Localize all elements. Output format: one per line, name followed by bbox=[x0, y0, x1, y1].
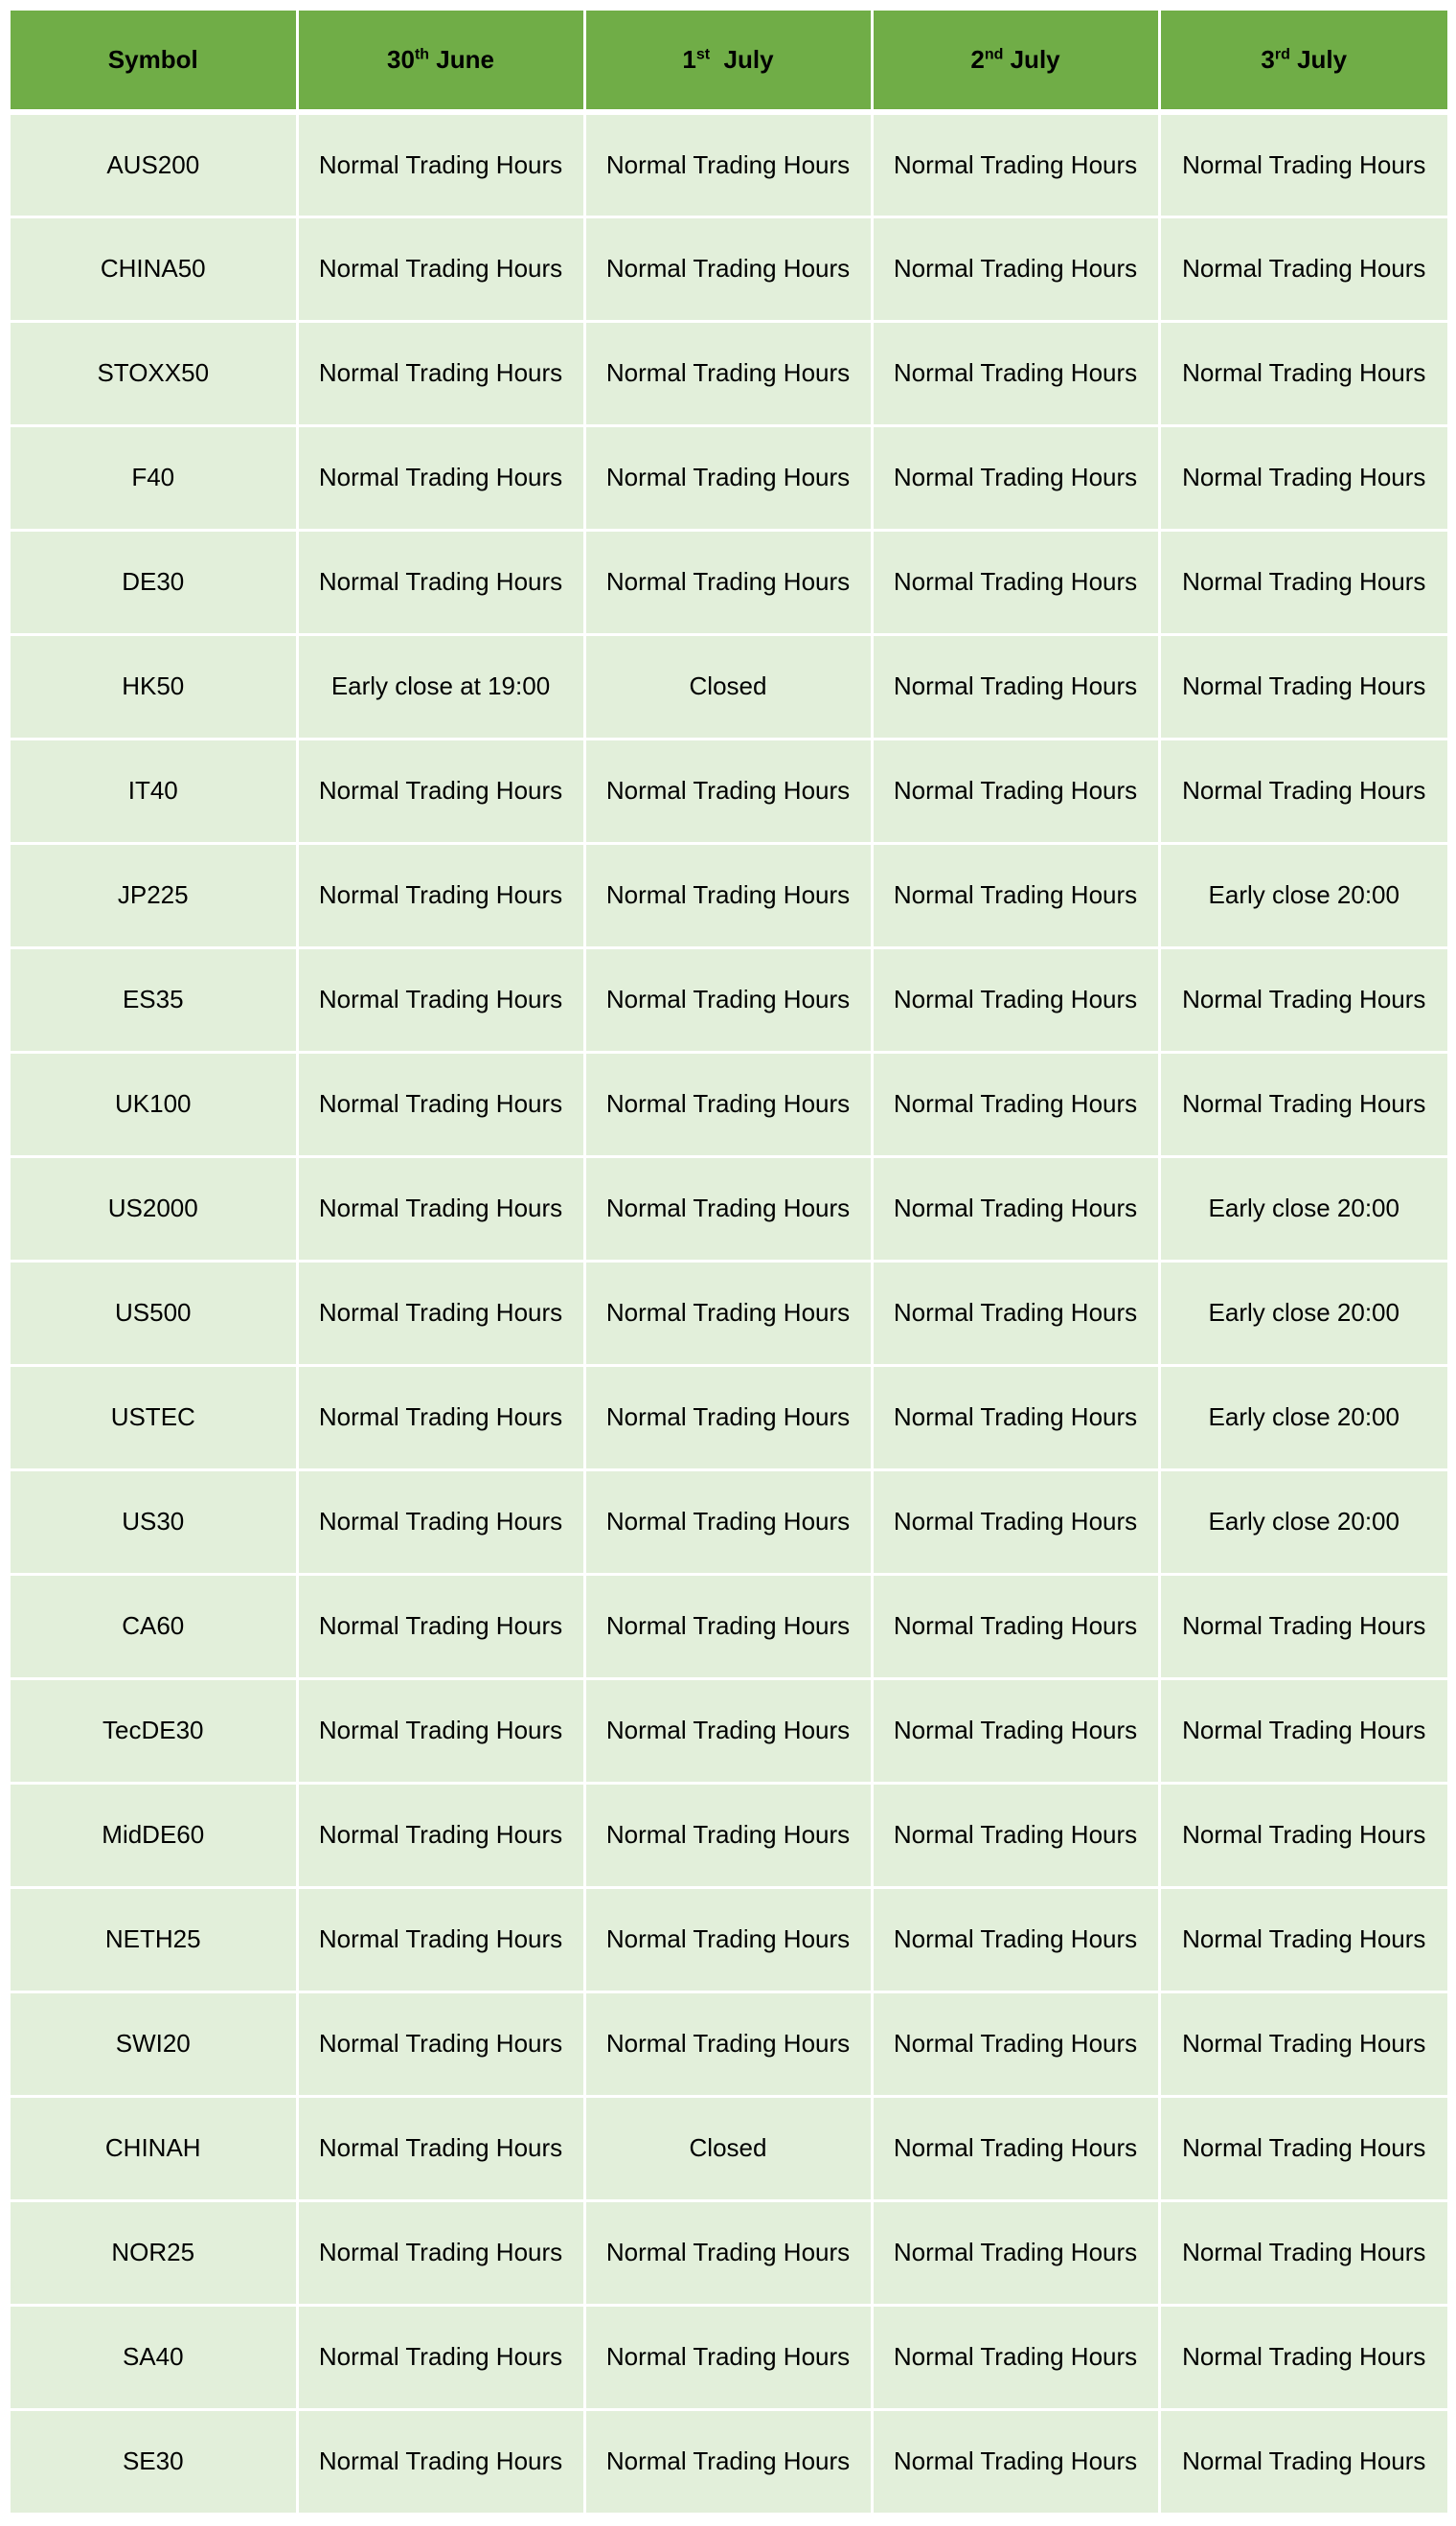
symbol-cell: USTEC bbox=[11, 1365, 297, 1469]
july-1-cell: Normal Trading Hours bbox=[584, 843, 872, 947]
june-30-cell: Normal Trading Hours bbox=[297, 321, 584, 425]
header-1-july-suffix: st bbox=[695, 46, 711, 63]
table-row bbox=[11, 1574, 1447, 1678]
july-3-cell: Normal Trading Hours bbox=[1159, 530, 1447, 634]
july-2-cell: Normal Trading Hours bbox=[872, 1365, 1159, 1469]
header-3-july bbox=[1159, 11, 1447, 112]
june-30-cell: Normal Trading Hours bbox=[297, 112, 584, 216]
symbol-cell: AUS200 bbox=[11, 112, 297, 216]
june-30-cell: Normal Trading Hours bbox=[297, 216, 584, 321]
july-2-cell: Normal Trading Hours bbox=[872, 947, 1159, 1052]
july-3-cell: Normal Trading Hours bbox=[1159, 112, 1447, 216]
trading-hours-table bbox=[11, 11, 1447, 2515]
july-3-cell: Normal Trading Hours bbox=[1159, 1574, 1447, 1678]
symbol-cell: IT40 bbox=[11, 739, 297, 843]
july-3-cell: Early close 20:00 bbox=[1159, 1469, 1447, 1574]
symbol-cell: MidDE60 bbox=[11, 1783, 297, 1887]
july-1-cell: Normal Trading Hours bbox=[584, 112, 872, 216]
june-30-cell: Normal Trading Hours bbox=[297, 1887, 584, 1991]
june-30-cell: Normal Trading Hours bbox=[297, 2096, 584, 2200]
table-row bbox=[11, 947, 1447, 1052]
july-2-cell: Normal Trading Hours bbox=[872, 1783, 1159, 1887]
july-3-cell: Normal Trading Hours bbox=[1159, 425, 1447, 530]
july-2-cell: Normal Trading Hours bbox=[872, 843, 1159, 947]
table-row bbox=[11, 530, 1447, 634]
july-2-cell: Normal Trading Hours bbox=[872, 1678, 1159, 1783]
july-2-cell: Normal Trading Hours bbox=[872, 216, 1159, 321]
july-2-cell: Normal Trading Hours bbox=[872, 1469, 1159, 1574]
table-row bbox=[11, 1365, 1447, 1469]
july-2-cell: Normal Trading Hours bbox=[872, 2305, 1159, 2409]
table-row bbox=[11, 634, 1447, 739]
july-3-cell: Early close 20:00 bbox=[1159, 1365, 1447, 1469]
july-3-cell: Normal Trading Hours bbox=[1159, 947, 1447, 1052]
july-3-cell: Early close 20:00 bbox=[1159, 1156, 1447, 1261]
june-30-cell: Normal Trading Hours bbox=[297, 1991, 584, 2096]
header-2-july bbox=[872, 11, 1159, 112]
july-1-cell: Closed bbox=[584, 634, 872, 739]
july-1-cell: Normal Trading Hours bbox=[584, 2409, 872, 2514]
july-1-cell: Normal Trading Hours bbox=[584, 1678, 872, 1783]
table-row bbox=[11, 425, 1447, 530]
june-30-cell: Normal Trading Hours bbox=[297, 2305, 584, 2409]
table-row bbox=[11, 112, 1447, 216]
july-3-cell: Normal Trading Hours bbox=[1159, 1052, 1447, 1156]
table-row bbox=[11, 1678, 1447, 1783]
july-1-cell: Normal Trading Hours bbox=[584, 1887, 872, 1991]
july-2-cell: Normal Trading Hours bbox=[872, 2409, 1159, 2514]
july-2-cell: Normal Trading Hours bbox=[872, 425, 1159, 530]
table-row bbox=[11, 1261, 1447, 1365]
june-30-cell: Normal Trading Hours bbox=[297, 1261, 584, 1365]
symbol-cell: SE30 bbox=[11, 2409, 297, 2514]
table-header bbox=[11, 11, 1447, 112]
june-30-cell: Normal Trading Hours bbox=[297, 1678, 584, 1783]
july-1-cell: Normal Trading Hours bbox=[584, 1261, 872, 1365]
june-30-cell: Normal Trading Hours bbox=[297, 2200, 584, 2305]
july-2-cell: Normal Trading Hours bbox=[872, 2200, 1159, 2305]
july-2-cell: Normal Trading Hours bbox=[872, 1991, 1159, 2096]
june-30-cell: Normal Trading Hours bbox=[297, 1574, 584, 1678]
july-2-cell: Normal Trading Hours bbox=[872, 1574, 1159, 1678]
july-1-cell: Normal Trading Hours bbox=[584, 2200, 872, 2305]
july-1-cell: Normal Trading Hours bbox=[584, 216, 872, 321]
july-1-cell: Normal Trading Hours bbox=[584, 1991, 872, 2096]
july-3-cell: Early close 20:00 bbox=[1159, 1261, 1447, 1365]
table-row bbox=[11, 1156, 1447, 1261]
july-1-cell: Normal Trading Hours bbox=[584, 1365, 872, 1469]
july-3-cell: Normal Trading Hours bbox=[1159, 2409, 1447, 2514]
july-2-cell: Normal Trading Hours bbox=[872, 2096, 1159, 2200]
header-2-july-month: July bbox=[1003, 45, 1060, 74]
july-3-cell: Normal Trading Hours bbox=[1159, 2096, 1447, 2200]
july-1-cell: Normal Trading Hours bbox=[584, 1783, 872, 1887]
symbol-cell: F40 bbox=[11, 425, 297, 530]
table-row bbox=[11, 1469, 1447, 1574]
july-2-cell: Normal Trading Hours bbox=[872, 1052, 1159, 1156]
july-2-cell: Normal Trading Hours bbox=[872, 1156, 1159, 1261]
july-2-cell: Normal Trading Hours bbox=[872, 1261, 1159, 1365]
symbol-cell: SWI20 bbox=[11, 1991, 297, 2096]
symbol-cell: US2000 bbox=[11, 1156, 297, 1261]
july-3-cell: Normal Trading Hours bbox=[1159, 634, 1447, 739]
june-30-cell: Normal Trading Hours bbox=[297, 2409, 584, 2514]
header-1-july bbox=[584, 11, 872, 112]
june-30-cell: Normal Trading Hours bbox=[297, 1052, 584, 1156]
july-1-cell: Normal Trading Hours bbox=[584, 1156, 872, 1261]
july-1-cell: Normal Trading Hours bbox=[584, 2305, 872, 2409]
header-3-july-suffix: rd bbox=[1274, 46, 1290, 63]
header-30-june-day: 30 bbox=[387, 45, 415, 74]
symbol-cell: STOXX50 bbox=[11, 321, 297, 425]
header-1-july-day: 1 bbox=[682, 45, 696, 74]
symbol-cell: NETH25 bbox=[11, 1887, 297, 1991]
july-3-cell: Normal Trading Hours bbox=[1159, 739, 1447, 843]
symbol-cell: UK100 bbox=[11, 1052, 297, 1156]
symbol-cell: CA60 bbox=[11, 1574, 297, 1678]
table-row bbox=[11, 2200, 1447, 2305]
header-1-july-month: July bbox=[710, 45, 774, 74]
july-3-cell: Normal Trading Hours bbox=[1159, 2305, 1447, 2409]
july-2-cell: Normal Trading Hours bbox=[872, 634, 1159, 739]
header-symbol bbox=[11, 11, 297, 112]
july-3-cell: Normal Trading Hours bbox=[1159, 1678, 1447, 1783]
table-row bbox=[11, 843, 1447, 947]
table-body bbox=[11, 112, 1447, 2514]
symbol-cell: US30 bbox=[11, 1469, 297, 1574]
table-row bbox=[11, 216, 1447, 321]
june-30-cell: Normal Trading Hours bbox=[297, 1469, 584, 1574]
july-1-cell: Normal Trading Hours bbox=[584, 1469, 872, 1574]
july-2-cell: Normal Trading Hours bbox=[872, 530, 1159, 634]
symbol-cell: DE30 bbox=[11, 530, 297, 634]
july-3-cell: Normal Trading Hours bbox=[1159, 1991, 1447, 2096]
table-row bbox=[11, 1052, 1447, 1156]
symbol-cell: HK50 bbox=[11, 634, 297, 739]
header-30-june-month: June bbox=[429, 45, 494, 74]
july-1-cell: Normal Trading Hours bbox=[584, 425, 872, 530]
june-30-cell: Normal Trading Hours bbox=[297, 843, 584, 947]
symbol-cell: CHINA50 bbox=[11, 216, 297, 321]
table-row bbox=[11, 321, 1447, 425]
symbol-cell: NOR25 bbox=[11, 2200, 297, 2305]
table-row bbox=[11, 1887, 1447, 1991]
july-2-cell: Normal Trading Hours bbox=[872, 112, 1159, 216]
symbol-cell: JP225 bbox=[11, 843, 297, 947]
table-row bbox=[11, 1783, 1447, 1887]
header-30-june-suffix: th bbox=[414, 46, 430, 63]
june-30-cell: Normal Trading Hours bbox=[297, 530, 584, 634]
july-1-cell: Normal Trading Hours bbox=[584, 947, 872, 1052]
header-3-july-day: 3 bbox=[1261, 45, 1275, 74]
july-1-cell: Normal Trading Hours bbox=[584, 739, 872, 843]
symbol-cell: CHINAH bbox=[11, 2096, 297, 2200]
june-30-cell: Early close at 19:00 bbox=[297, 634, 584, 739]
july-3-cell: Normal Trading Hours bbox=[1159, 321, 1447, 425]
june-30-cell: Normal Trading Hours bbox=[297, 1783, 584, 1887]
june-30-cell: Normal Trading Hours bbox=[297, 739, 584, 843]
table-row bbox=[11, 2409, 1447, 2514]
july-2-cell: Normal Trading Hours bbox=[872, 739, 1159, 843]
header-row bbox=[11, 11, 1447, 112]
july-3-cell: Normal Trading Hours bbox=[1159, 216, 1447, 321]
table-row bbox=[11, 1991, 1447, 2096]
table-row bbox=[11, 739, 1447, 843]
symbol-cell: TecDE30 bbox=[11, 1678, 297, 1783]
june-30-cell: Normal Trading Hours bbox=[297, 1365, 584, 1469]
header-3-july-month: July bbox=[1289, 45, 1348, 74]
july-3-cell: Normal Trading Hours bbox=[1159, 1783, 1447, 1887]
july-3-cell: Early close 20:00 bbox=[1159, 843, 1447, 947]
july-1-cell: Normal Trading Hours bbox=[584, 530, 872, 634]
symbol-cell: ES35 bbox=[11, 947, 297, 1052]
july-1-cell: Closed bbox=[584, 2096, 872, 2200]
symbol-cell: US500 bbox=[11, 1261, 297, 1365]
header-2-july-suffix: nd bbox=[984, 46, 1004, 63]
header-symbol-text: Symbol bbox=[107, 45, 198, 74]
table-row bbox=[11, 2305, 1447, 2409]
july-1-cell: Normal Trading Hours bbox=[584, 1574, 872, 1678]
july-2-cell: Normal Trading Hours bbox=[872, 321, 1159, 425]
june-30-cell: Normal Trading Hours bbox=[297, 425, 584, 530]
symbol-cell: SA40 bbox=[11, 2305, 297, 2409]
june-30-cell: Normal Trading Hours bbox=[297, 1156, 584, 1261]
july-3-cell: Normal Trading Hours bbox=[1159, 2200, 1447, 2305]
header-30-june bbox=[297, 11, 584, 112]
july-3-cell: Normal Trading Hours bbox=[1159, 1887, 1447, 1991]
june-30-cell: Normal Trading Hours bbox=[297, 947, 584, 1052]
july-1-cell: Normal Trading Hours bbox=[584, 321, 872, 425]
header-2-july-day: 2 bbox=[970, 45, 985, 74]
july-2-cell: Normal Trading Hours bbox=[872, 1887, 1159, 1991]
table-row bbox=[11, 2096, 1447, 2200]
july-1-cell: Normal Trading Hours bbox=[584, 1052, 872, 1156]
